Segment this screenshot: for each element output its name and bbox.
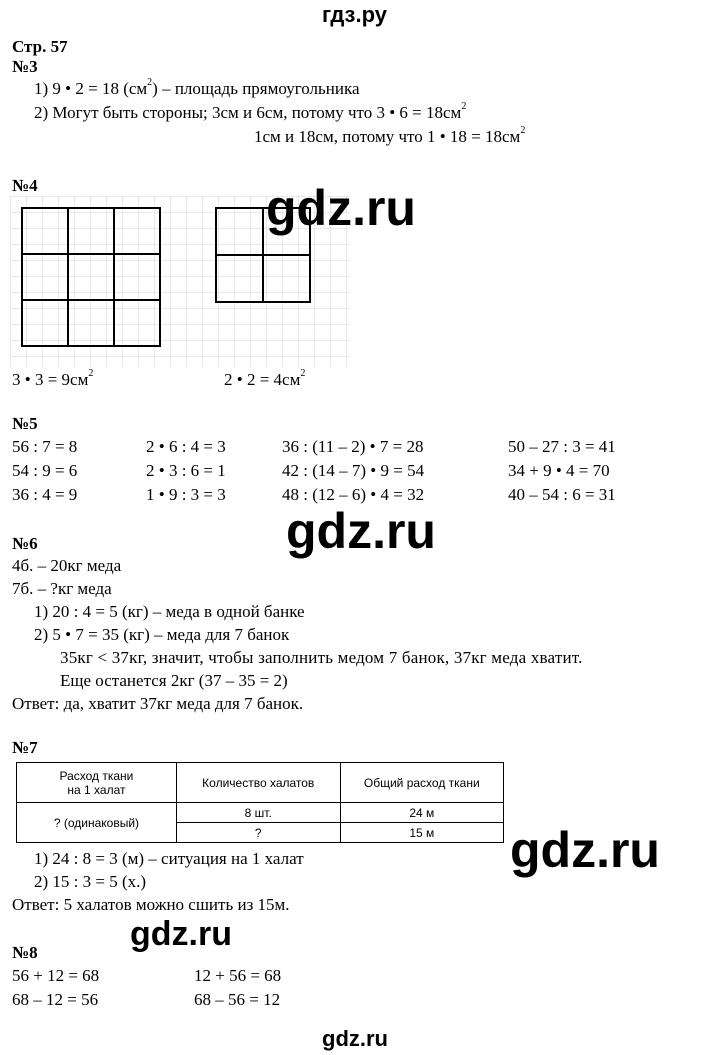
expr: 34 + 9 • 4 = 70 <box>508 461 610 480</box>
task-3-line-3: 1см и 18см, потому что 1 • $18 = 18см^2$ <box>254 125 526 146</box>
task-8-label: №8 <box>12 943 38 962</box>
task-3-line-1: 1) 9 • 2 = 18 $(см^2)$ – площадь прямоугольника <box>34 77 360 98</box>
task-5-label: №5 <box>12 414 38 433</box>
task-6-label: №6 <box>12 534 38 553</box>
table-cell: ? <box>176 823 340 843</box>
expr: 2 • 3 : 6 = 1 <box>146 461 226 480</box>
expr: 1 • 9 : 3 = 3 <box>146 485 226 504</box>
expr: 2 • 6 : 4 = 3 <box>146 437 226 456</box>
expr: 56 + 12 = 68 <box>12 966 100 985</box>
watermark: gdz.ru <box>266 180 416 236</box>
task-7-line: 1) 24 : 8 = 3 (м) – ситуация на 1 халат <box>34 849 304 868</box>
table-cell: 15 м <box>340 823 503 843</box>
expr: 48 : (12 – 6) • 4 = 32 <box>282 485 425 504</box>
table-header: Общий расход ткани <box>340 763 503 803</box>
task-4-left-answer: 3 • $3 = 9см^2$ <box>12 368 94 389</box>
footer-watermark: gdz.ru <box>322 1026 388 1051</box>
table-cell: 8 шт. <box>176 803 340 823</box>
task-7-answer: Ответ: 5 халатов можно сшить из 15м. <box>12 895 290 914</box>
task-6-answer: Ответ: да, хватит 37кг меда для 7 банок. <box>12 694 304 713</box>
task-6-line: Еще останется 2кг (37 – 35 = 2) <box>60 671 288 690</box>
expr: 68 – 12 = 56 <box>12 990 99 1009</box>
task-6-line: 2) 5 • 7 = 35 (кг) – меда для 7 банок <box>34 625 290 644</box>
expr: 42 : (14 – 7) • 9 = 54 <box>282 461 425 480</box>
task-7-table <box>16 762 504 843</box>
expr: 36 : (11 – 2) • 7 = 28 <box>282 437 424 456</box>
expr: 40 – 54 : 6 = 31 <box>508 485 616 504</box>
site-header: гдз.ру <box>322 2 387 27</box>
table-cell: ? (одинаковый) <box>17 803 177 843</box>
watermark: gdz.ru <box>510 822 660 878</box>
expr: 36 : 4 = 9 <box>12 485 78 504</box>
table-cell: 24 м <box>340 803 503 823</box>
expr: 54 : 9 = 6 <box>12 461 78 480</box>
task-7-label: №7 <box>12 738 38 757</box>
page-number: Стр. 57 <box>12 37 68 56</box>
expr: 12 + 56 = 68 <box>194 966 282 985</box>
watermark: gdz.ru <box>130 915 232 953</box>
task-6-line: 1) 20 : 4 = 5 (кг) – меда в одной банке <box>34 602 305 621</box>
expr: 50 – 27 : 3 = 41 <box>508 437 616 456</box>
expr: 56 : 7 = 8 <box>12 437 78 456</box>
task-6-line: 4б. – 20кг меда <box>12 556 122 575</box>
task-4-right-answer: 2 • $2 = 4см^2$ <box>224 368 306 389</box>
task-6-line: 7б. – ?кг меда <box>12 579 112 598</box>
expr: 68 – 56 = 12 <box>194 990 281 1009</box>
watermark: gdz.ru <box>286 503 436 559</box>
table-header: Расход ткани на 1 халат <box>17 763 177 803</box>
task-3-line-2: 2) Могут быть стороны; 3см и 6см, потому что 3 • $6 = 18см^2$ <box>34 101 467 122</box>
task-4-label: №4 <box>12 176 38 195</box>
task-3-label: №3 <box>12 57 38 76</box>
table-header: Количество халатов <box>176 763 340 803</box>
task-6-line: 35кг < 37кг, значит, чтобы заполнить медом 7 банок, 37кг меда хватит. <box>60 648 583 667</box>
task-7-line: 2) 15 : 3 = 5 (х.) <box>34 872 147 891</box>
